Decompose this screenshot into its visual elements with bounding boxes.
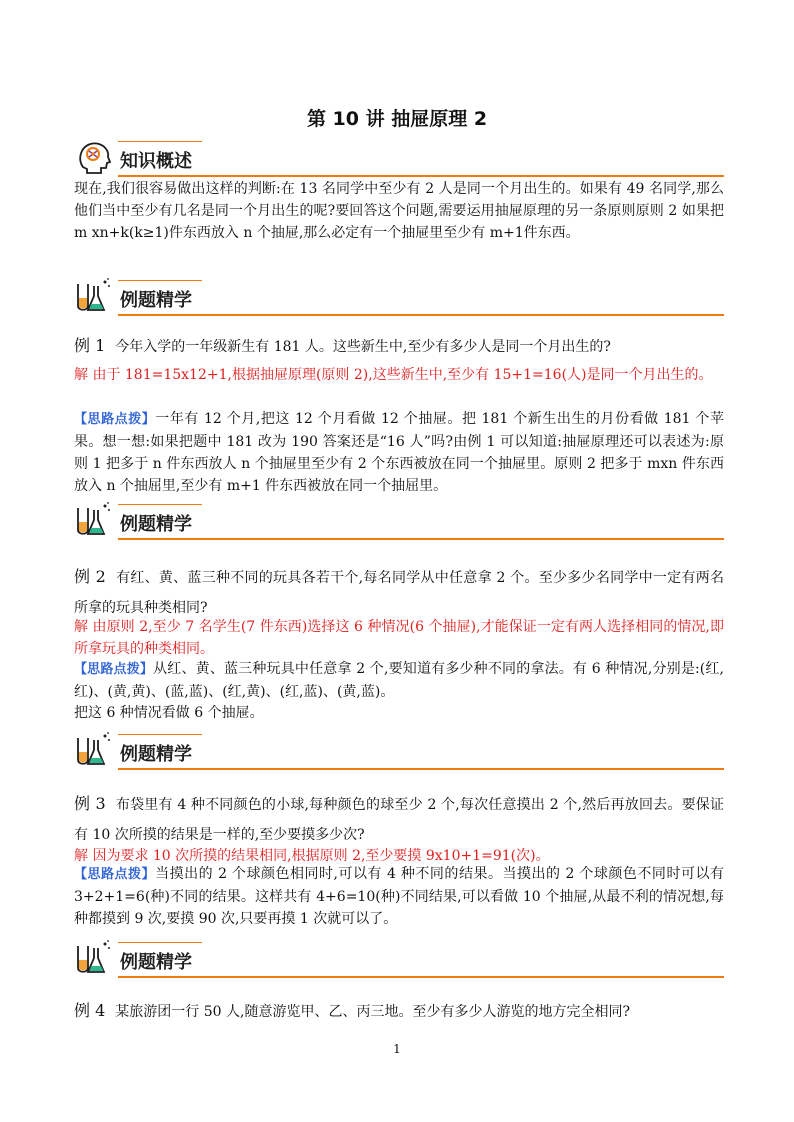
example-3-tip — [74, 863, 724, 930]
question-text: 某旅游团一行 50 人,随意游览甲、乙、丙三地。至少有多少人游览的地方完全相同? — [115, 1004, 630, 1020]
overview-paragraph: 现在,我们很容易做出这样的判断:在 13 名同学中至少有 2 人是同一个月出生的。如果有 49 名同学,那么他们当中至少有几名是同一个月出生的呢?要回答这个问题,需要运用抽屉原理的另一条原则原则 2 如果把 m xn+k(k≥1)件东西放入 n 个抽屉,那么必定有一个抽屉里至少有 m+1件东西。 — [74, 181, 724, 241]
section-heading: 知识概述 — [120, 151, 192, 172]
section-heading: 例题精学 — [120, 514, 192, 535]
page-number: 1 — [393, 1042, 401, 1056]
example-2-solution: 解 由原则 2,至少 7 名学生(7 件东西)选择这 6 种情况(6 个抽屉),才能保证一定有两人选择相同的情况,即所拿玩具的种类相同。 — [74, 619, 724, 657]
tip-label: 【思路点拨】 — [74, 867, 156, 882]
tip-text: 当摸出的 2 个球颜色相同时,可以有 4 种不同的结果。当摸出的 2 个球颜色不同时可以有 3+2+1=6(种)不同的结果。这样共有 4+6=10(种)不同结果,可以看做 10 个抽屉,从最不利的情况想,每种都摸到 9 次,要摸 90 次,只要再摸 1 次就可以了。 — [74, 866, 724, 927]
flask-beaker-icon — [74, 938, 114, 978]
example-2-question — [74, 562, 724, 623]
example-1-solution: 解 由于 181=15x12+1,根据抽屉原理(原则 2),这些新生中,至少有 15+1=16(人)是同一个月出生的。 — [74, 367, 713, 383]
section-header-example-1 — [74, 276, 724, 320]
section-header-example-3 — [74, 730, 724, 774]
section-header-overview — [74, 137, 724, 181]
example-1-question — [74, 331, 724, 362]
example-label: 例 1 — [74, 336, 106, 355]
example-3-solution: 解 因为要求 10 次所摸的结果相同,根据原则 2,至少要摸 9x10+1=91(次)。 — [74, 848, 550, 864]
example-label: 例 4 — [74, 1001, 106, 1020]
flask-beaker-icon — [74, 500, 114, 540]
tip-text: 从红、黄、蓝三种玩具中任意拿 2 个,要知道有多少种不同的拿法。有 6 种情况,分别是:(红,红)、(黄,黄)、(蓝,蓝)、(红,黄)、(红,蓝)、(黄,蓝)。 — [74, 661, 724, 700]
example-label: 例 3 — [74, 794, 106, 813]
section-heading: 例题精学 — [120, 744, 192, 765]
section-heading: 例题精学 — [120, 290, 192, 311]
example-3-question — [74, 789, 724, 850]
question-text: 今年入学的一年级新生有 181 人。这些新生中,至少有多少人是同一个月出生的? — [115, 339, 611, 355]
question-text: 有红、黄、蓝三种不同的玩具各若干个,每名同学从中任意拿 2 个。至少多少名同学中一定有两名所拿的玩具种类相同? — [74, 570, 724, 616]
section-header-example-4 — [74, 938, 724, 982]
tip-label: 【思路点拨】 — [74, 662, 154, 677]
question-text: 布袋里有 4 种不同颜色的小球,每种颜色的球至少 2 个,每次任意摸出 2 个,然后再放回去。要保证有 10 次所摸的结果是一样的,至少要摸多少次? — [74, 797, 724, 843]
example-label: 例 2 — [74, 567, 106, 586]
page-title: 第 10 讲 抽屉原理 2 — [306, 108, 488, 130]
tip-label: 【思路点拨】 — [74, 412, 156, 427]
tip-text: 一年有 12 个月,把这 12 个月看做 12 个抽屉。把 181 个新生出生的月份看做 181 个苹果。想一想:如果把题中 181 改为 190 答案还是“16 人”吗?由例 1 可以知道:抽屉原理还可以表述为:原则 1 把多于 n 件东西放人 n 个抽屉里至少有 2 个东西被放在同一个抽屉里。原则 2 把多于 mxn 件东西放入 n 个抽屈里,至少有 m+1 件东西被放在同一个抽屈里。 — [74, 411, 724, 494]
example-4-question — [74, 996, 724, 1027]
flask-beaker-icon — [74, 730, 114, 770]
example-1-tip — [74, 408, 724, 497]
example-2-tip — [74, 658, 724, 703]
brain-head-icon — [74, 137, 114, 177]
example-2-tip-continued: 把这 6 种情况看做 6 个抽屉。 — [74, 705, 264, 721]
flask-beaker-icon — [74, 276, 114, 316]
section-header-example-2 — [74, 500, 724, 544]
section-heading: 例题精学 — [120, 952, 192, 973]
